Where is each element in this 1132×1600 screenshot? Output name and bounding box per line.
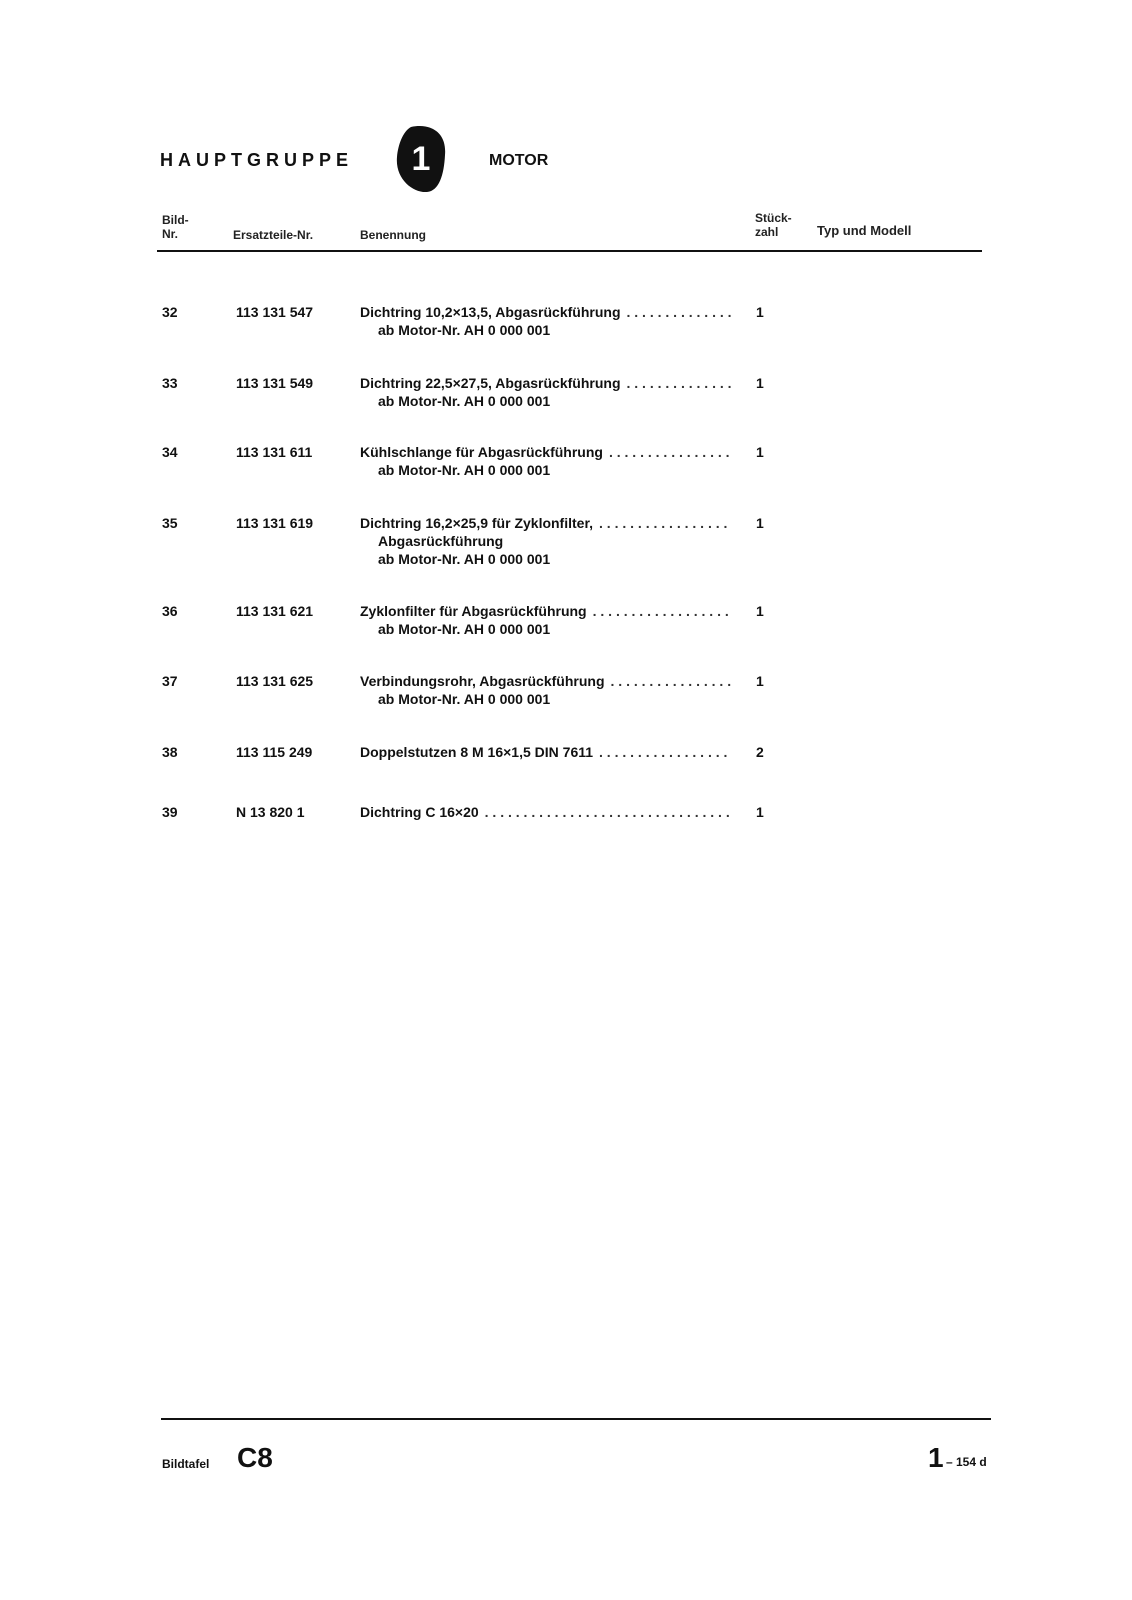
- description-text: Dichtring 16,2×25,9 für Zyklonfilter,: [360, 515, 594, 531]
- footer-divider: [161, 1418, 991, 1420]
- leader-dots: [609, 443, 732, 461]
- description-cell: [360, 443, 732, 479]
- description-subline: Abgasrückführung: [378, 533, 504, 549]
- description-cell: [360, 374, 732, 410]
- part-number-cell: 113 131 621: [236, 603, 314, 619]
- leader-dots: [599, 743, 732, 761]
- header-divider: [157, 250, 982, 252]
- description-text: Dichtring 10,2×13,5, Abgasrückführung: [360, 304, 621, 320]
- header-ersatzteile-nr: Ersatzteile-Nr.: [233, 228, 314, 242]
- quantity-cell: 2: [756, 744, 764, 760]
- part-number-cell: 113 131 549: [236, 375, 314, 391]
- quantity-cell: 1: [756, 673, 764, 689]
- part-number-cell: 113 131 619: [236, 515, 314, 531]
- group-number: 1: [411, 140, 431, 178]
- header-bild-nr: Bild- Nr.: [162, 213, 189, 241]
- quantity-cell: 1: [756, 515, 764, 531]
- part-number-cell: 113 131 625: [236, 673, 314, 689]
- bild-nr-cell: 32: [162, 304, 178, 320]
- part-number-cell: 113 131 611: [236, 444, 313, 460]
- leader-dots: [599, 514, 732, 532]
- bild-nr-cell: 39: [162, 804, 178, 820]
- description-subline: ab Motor-Nr. AH 0 000 001: [378, 551, 551, 567]
- description-subline: ab Motor-Nr. AH 0 000 001: [378, 322, 551, 338]
- bild-nr-cell: 38: [162, 744, 178, 760]
- description-cell: [360, 303, 732, 339]
- header-benennung: Benennung: [360, 228, 426, 242]
- bild-nr-cell: 34: [162, 444, 178, 460]
- description-cell: [360, 602, 732, 638]
- description-text: Verbindungsrohr, Abgasrückführung: [360, 673, 605, 689]
- quantity-cell: 1: [756, 804, 764, 820]
- description-text: Dichtring C 16×20: [360, 804, 479, 820]
- bild-nr-cell: 33: [162, 375, 178, 391]
- quantity-cell: 1: [756, 375, 764, 391]
- description-text: Kühlschlange für Abgasrückführung: [360, 444, 603, 460]
- description-subline: ab Motor-Nr. AH 0 000 001: [378, 393, 551, 409]
- leader-dots: [627, 374, 733, 392]
- bild-nr-cell: 37: [162, 673, 178, 689]
- footer-label: Bildtafel: [162, 1457, 210, 1471]
- description-subline: ab Motor-Nr. AH 0 000 001: [378, 462, 551, 478]
- leader-dots: [611, 672, 732, 690]
- leader-dots: [485, 803, 732, 821]
- quantity-cell: 1: [756, 603, 764, 619]
- header-typ-und-modell: Typ und Modell: [817, 223, 912, 238]
- description-cell: [360, 514, 732, 568]
- header-stueckzahl: Stück- zahl: [755, 211, 792, 239]
- description-cell: [360, 672, 732, 708]
- leader-dots: [593, 602, 732, 620]
- footer-plate-code: C8: [237, 1442, 273, 1473]
- description-text: Zyklonfilter für Abgasrückführung: [360, 603, 587, 619]
- part-number-cell: 113 131 547: [236, 304, 314, 320]
- leader-dots: [627, 303, 733, 321]
- description-cell: [360, 743, 732, 761]
- footer-page-number: 1: [928, 1442, 944, 1473]
- description-text: Doppelstutzen 8 M 16×1,5 DIN 7611: [360, 744, 594, 760]
- group-number-badge: [395, 125, 449, 193]
- description-cell: [360, 803, 732, 821]
- part-number-cell: N 13 820 1: [236, 804, 305, 820]
- description-text: Dichtring 22,5×27,5, Abgasrückführung: [360, 375, 621, 391]
- quantity-cell: 1: [756, 304, 764, 320]
- bild-nr-cell: 35: [162, 515, 178, 531]
- description-subline: ab Motor-Nr. AH 0 000 001: [378, 621, 551, 637]
- part-number-cell: 113 115 249: [236, 744, 313, 760]
- group-name: MOTOR: [489, 152, 549, 169]
- description-subline: ab Motor-Nr. AH 0 000 001: [378, 691, 551, 707]
- group-label: HAUPTGRUPPE: [160, 150, 354, 170]
- quantity-cell: 1: [756, 444, 764, 460]
- footer-page-suffix: – 154 d: [946, 1455, 987, 1469]
- bild-nr-cell: 36: [162, 603, 178, 619]
